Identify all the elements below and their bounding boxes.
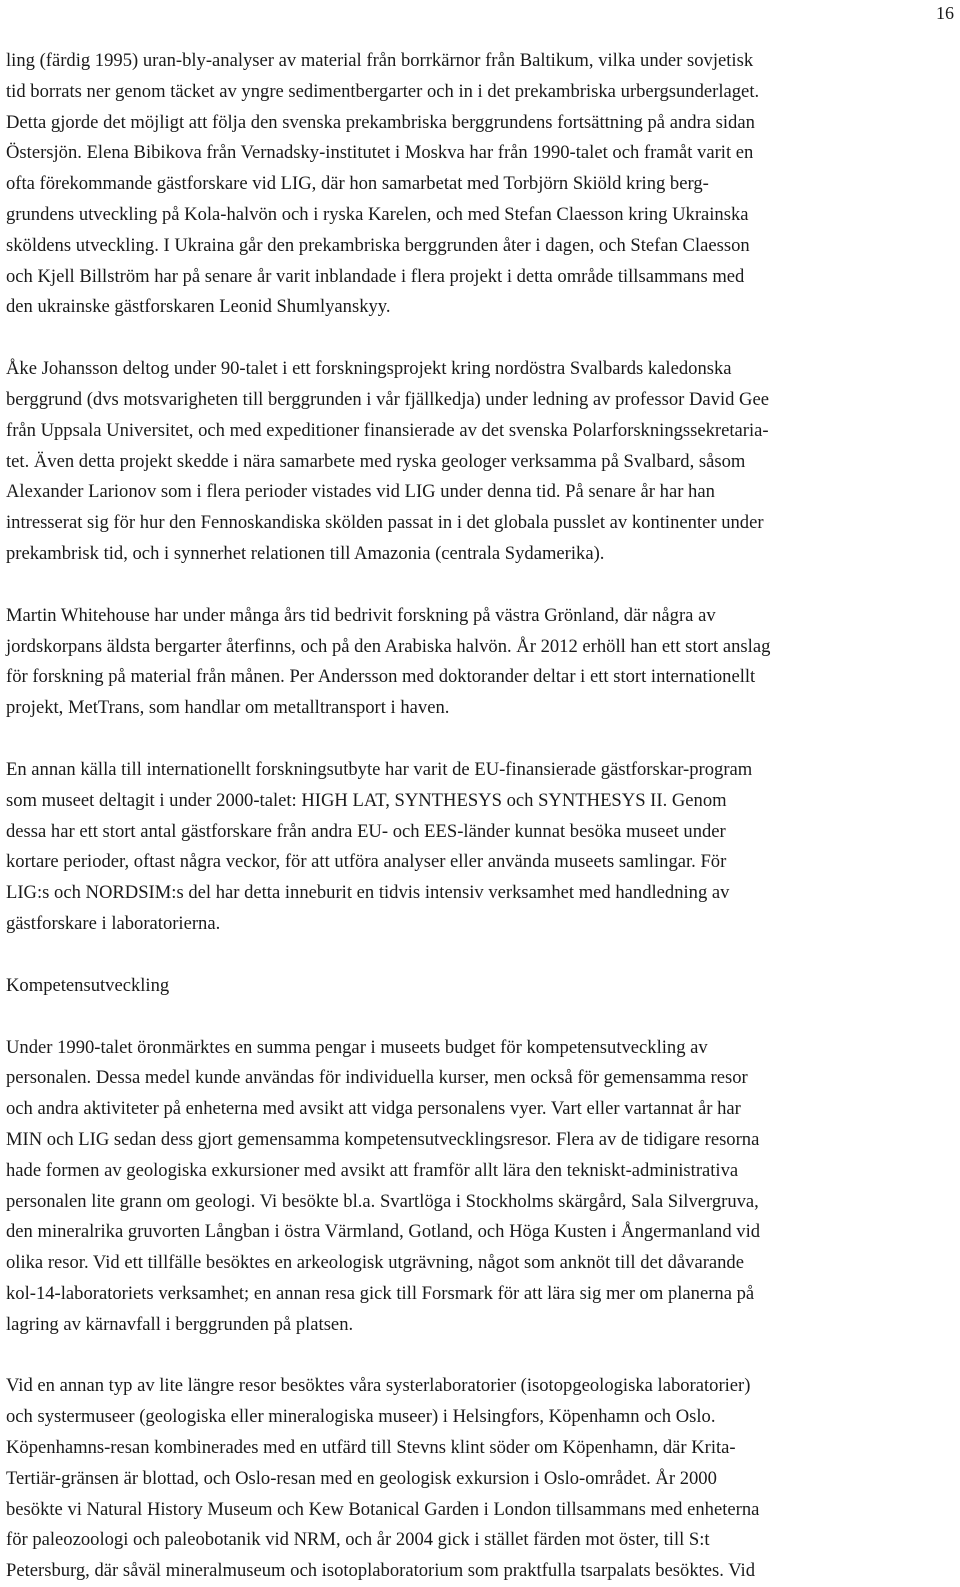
paragraph-p4 [6, 755, 958, 940]
paragraph-gap [6, 940, 958, 971]
text-line: projekt, MetTrans, som handlar om metalltransport i haven. [6, 697, 450, 719]
paragraph-gap [6, 724, 958, 755]
text-line: Tertiär-gränsen är blottad, och Oslo-resan med en geologisk exkursion i Oslo-området. År 2000 [6, 1467, 717, 1489]
text-line: jordskorpans äldsta bergarter återfinns, och på den Arabiska halvön. År 2012 erhöll han ett stort anslag [6, 635, 771, 657]
text-line: för paleozoologi och paleobotanik vid NRM, och år 2004 gick i stället färden mot öster, till S:t [6, 1529, 710, 1551]
paragraph-p5 [6, 1033, 958, 1341]
text-line: Under 1990-talet öronmärktes en summa pengar i museets budget för kompetensutveckling av [6, 1036, 708, 1058]
text-line: personalen. Dessa medel kunde användas för individuella kurser, men också för gemensamma resor [6, 1067, 748, 1089]
text-line: Östersjön. Elena Bibikova från Vernadsky-institutet i Moskva har från 1990-talet och framåt varit en [6, 142, 754, 164]
text-line: Vid en annan typ av lite längre resor besöktes våra systerlaboratorier (isotopgeologiska laboratorier) [6, 1375, 751, 1397]
text-line: Martin Whitehouse har under många års tid bedrivit forskning på västra Grönland, där några av [6, 604, 716, 626]
text-line: Kompetensutveckling [6, 974, 170, 996]
text-line: sköldens utveckling. I Ukraina går den prekambriska berggrunden åter i dagen, och Stefan Claesson [6, 234, 750, 256]
page-number: 16 [936, 3, 954, 23]
text-line: Åke Johansson deltog under 90-talet i ett forskningsprojekt kring nordöstra Svalbards kaledonska [6, 358, 732, 380]
text-line: och andra aktiviteter på enheterna med avsikt att vidga personalens vyer. Vart eller vartannat år har [6, 1098, 741, 1120]
text-line: från Uppsala Universitet, och med expeditioner finansierade av det svenska Polarforskningssekretaria- [6, 419, 769, 441]
text-line: dessa har ett stort antal gästforskare från andra EU- och EES-länder kunnat besöka museet under [6, 820, 726, 842]
text-line: kortare perioder, oftast några veckor, för att utföra analyser eller använda museets samlingar. För [6, 851, 727, 873]
text-line: ling (färdig 1995) uran-bly-analyser av material från borrkärnor från Baltikum, vilka under sovjetisk [6, 50, 754, 71]
paragraph-gap [6, 1340, 958, 1371]
paragraph-p2 [6, 354, 958, 570]
text-line: den ukrainske gästforskaren Leonid Shumlyanskyy. [6, 296, 391, 318]
paragraph-p1 [6, 46, 958, 323]
text-line: för forskning på material från månen. Per Andersson med doktorander deltar i ett stort internationellt [6, 666, 756, 688]
text-line: intresserat sig för hur den Fennoskandiska skölden passat in i det globala pusslet av kontinenter under [6, 512, 764, 534]
text-line: hade formen av geologiska exkursioner med avsikt att framför allt lära den tekniskt-administrativa [6, 1159, 739, 1181]
text-line: tid borrats ner genom täcket av yngre sedimentbergarter och in i det prekambriska urbergsunderlaget. [6, 80, 760, 102]
text-line: Alexander Larionov som i flera perioder vistades vid LIG under denna tid. På senare år har han [6, 481, 715, 503]
text-line: gästforskare i laboratorierna. [6, 912, 221, 934]
text-line: LIG:s och NORDSIM:s del har detta inneburit en tidvis intensiv verksamhet med handledning av [6, 882, 730, 904]
text-line: Petersburg, där såväl mineralmuseum och isotoplaboratorium som praktfulla tsarpalats besöktes. Vid [6, 1560, 756, 1582]
paragraph-p3 [6, 601, 958, 724]
text-line: besökte vi Natural History Museum och Kew Botanical Garden i London tillsammans med enheterna [6, 1498, 760, 1520]
text-line: som museet deltagit i under 2000-talet: HIGH LAT, SYNTHESYS och SYNTHESYS II. Genom [6, 789, 727, 811]
text-line: prekambrisk tid, och i synnerhet relationen till Amazonia (centrala Sydamerika). [6, 542, 605, 564]
text-line: tet. Även detta projekt skedde i nära samarbete med ryska geologer verksamma på Svalbard, såsom [6, 450, 746, 472]
text-line: grundens utveckling på Kola-halvön och i ryska Karelen, och med Stefan Claesson kring Ukrainska [6, 203, 749, 225]
text-line: olika resor. Vid ett tillfälle besöktes en arkeologisk utgrävning, något som anknöt till det dåvarande [6, 1252, 744, 1274]
text-line: MIN och LIG sedan dess gjort gemensamma kompetensutvecklingsresor. Flera av de tidigare resorna [6, 1128, 760, 1150]
text-line: lagring av kärnavfall i berggrunden på platsen. [6, 1313, 354, 1335]
text-line: och systermuseer (geologiska eller mineralogiska museer) i Helsingfors, Köpenhamn och Oslo. [6, 1406, 716, 1428]
text-line: Köpenhamns-resan kombinerades med en utfärd till Stevns klint söder om Köpenhamn, där Krita- [6, 1437, 736, 1459]
text-line: ofta förekommande gästforskare vid LIG, där hon samarbetat med Torbjörn Skiöld kring berg- [6, 173, 709, 195]
page-body [6, 46, 958, 1587]
text-line: Detta gjorde det möjligt att följa den svenska prekambriska berggrundens fortsättning på andra sidan [6, 111, 755, 133]
text-line: personalen lite grann om geologi. Vi besökte bl.a. Svartlöga i Stockholms skärgård, Sala Silvergruva, [6, 1190, 759, 1212]
section-heading [6, 971, 958, 1002]
paragraph-gap [6, 323, 958, 354]
text-line: berggrund (dvs motsvarigheten till berggrunden i vår fjällkedja) under ledning av professor David Gee [6, 388, 769, 410]
text-line: den mineralrika gruvorten Långban i östra Värmland, Gotland, och Höga Kusten i Ångermanland vid [6, 1221, 761, 1243]
paragraph-gap [6, 570, 958, 601]
text-line: En annan källa till internationellt forskningsutbyte har varit de EU-finansierade gästforskar-program [6, 758, 753, 780]
paragraph-p6 [6, 1371, 958, 1587]
paragraph-gap [6, 1002, 958, 1033]
text-line: kol-14-laboratoriets verksamhet; en annan resa gick till Forsmark för att lära sig mer om planerna på [6, 1282, 755, 1304]
text-line: och Kjell Billström har på senare år varit inblandade i flera projekt i detta område tillsammans med [6, 265, 745, 287]
